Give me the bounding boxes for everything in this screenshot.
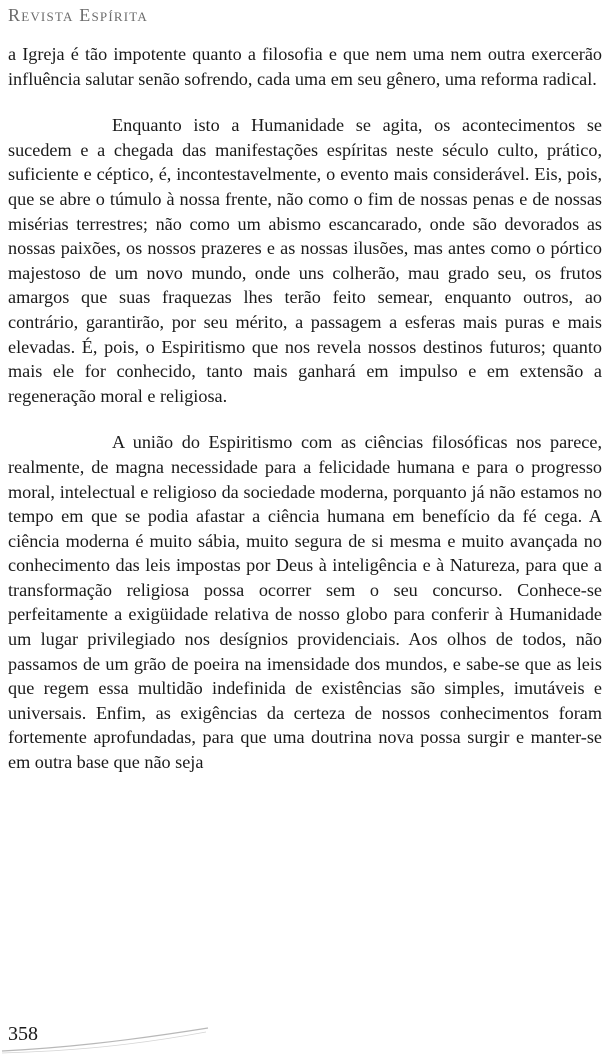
paragraph-continuation: a Igreja é tão impotente quanto a filosofia e que nem uma nem outra exercerão influência salutar senão sofrendo, cada uma em seu gênero, uma reforma radical. [8,44,602,89]
paragraph-uniao-espiritismo: A união do Espiritismo com as ciências filosóficas nos parece, realmente, de magna necessidade para a felicidade humana e para o progresso moral, intelectual e religioso da sociedade moderna, porquanto já não estamos no tempo em que se podia afastar a ciência humana em benefício da fé cega. A ciência moderna é muito sábia, muito segura de si mesma e muito avançada no conhecimento das leis impostas por Deus à inteligência e à Natureza, para que a transformação religiosa possa ocorrer sem o seu concurso. Conhece-se perfeitamente a exigüidade relativa de nosso globo para conferir à Humanidade um lugar privilegiado nos desígnios providenciais. Aos olhos de todos, não passamos de um grão de poeira na imensidade dos mundos, e sabe-se que as leis que regem essa multidão indefinida de existências são simples, imutáveis e universais. Enfim, as exigências da certeza de nossos conhecimentos foram fortemente aprofundadas, para que uma doutrina nova possa surgir e manter-se em outra base que não seja [8,432,602,773]
running-header-title: Revista Espírita [8,5,148,25]
body-text [8,42,602,775]
paragraph-humanidade: Enquanto isto a Humanidade se agita, os acontecimentos se sucedem e a chegada das manifestações espíritas neste século culto, prático, suficiente e céptico, é, incontestavelmente, o evento mais considerável. Eis, pois, que se abre o túmulo à nossa frente, não como o fim de nossas penas e de nossas misérias terrestres; não como um abismo escancarado, onde são devorados as nossas paixões, os nossos prazeres e as nossas ilusões, mas antes como o pórtico majestoso de um novo mundo, onde uns colherão, mau grado seu, os frutos amargos que suas fraquezas lhes terão feito semear, enquanto outros, ao contrário, garantirão, por seu mérito, a passagem a esferas mais puras e mais elevadas. É, pois, o Espiritismo que nos revela nossos destinos futuros; quanto mais ele for conhecido, tanto mais ganhará em impulso e em extensão a regeneração moral e religiosa. [8,115,602,406]
page-number: 358 [8,1023,38,1045]
